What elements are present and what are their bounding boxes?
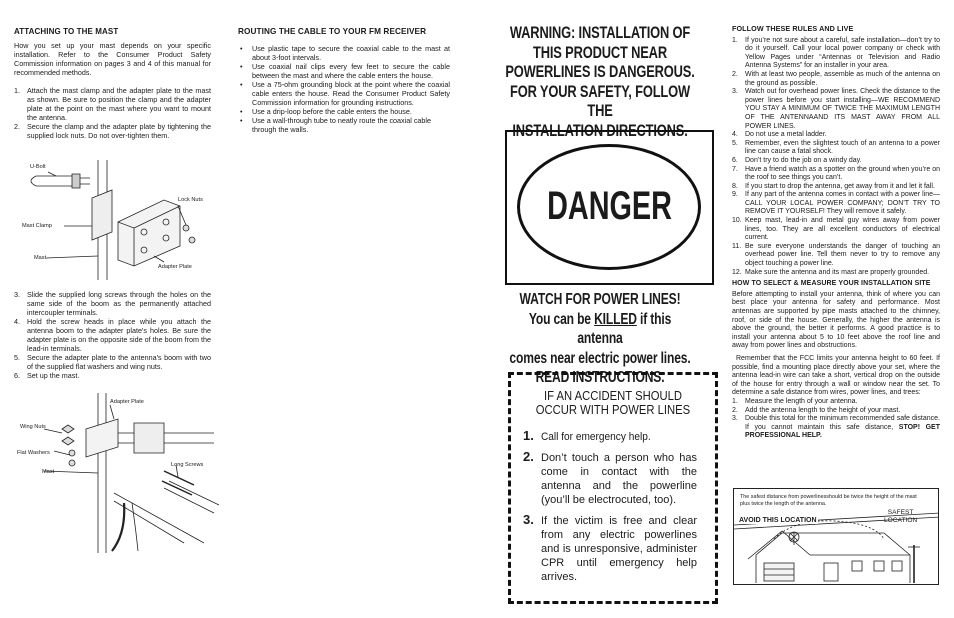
list-item: 7. Have a friend watch as a spotter on the ground when you’re on the roof to see things you can’t. bbox=[732, 165, 940, 182]
list-item: 4. Do not use a metal ladder. bbox=[732, 131, 827, 139]
list-item: 3. Double this total for the minimum recommended safe distance. If you cannot maintain this safe distance, STOP! GET PROFESSIONAL HELP. bbox=[732, 415, 941, 440]
label-mast-2: Mast bbox=[42, 469, 55, 475]
list-item: 3. If the victim is free and clear from any electric powerlines and is unresponsive, administer CPR until emergency help arrives. bbox=[523, 512, 697, 583]
list-item: 6. Set up the mast. bbox=[14, 371, 80, 380]
label-wing-nuts: Wing Nuts bbox=[20, 424, 46, 430]
list-item: 10. Keep mast, lead-in and metal guy wires away from power lines, too. They are all excellent conductors of electrical current. bbox=[732, 217, 940, 242]
heading-follow-rules: FOLLOW THESE RULES AND LIVE bbox=[732, 24, 854, 33]
list-item: • Use a wall-through tube to neatly route the coaxial cable through the walls. bbox=[238, 116, 450, 134]
heading-routing-cable: ROUTING THE CABLE TO YOUR FM RECEIVER bbox=[238, 27, 427, 36]
list-item: 1. Attach the mast clamp and the adapter plate to the mast as shown. Be sure to position the clamp and the adapter plate at the point on the mast where you want to mount the antenna. bbox=[14, 86, 211, 122]
label-ubolt: U-Bolt bbox=[30, 164, 46, 170]
mast-clamp-figure bbox=[14, 160, 229, 280]
label-flat-washers: Flat Washers bbox=[17, 450, 50, 456]
list-item: 8. If you start to drop the antenna, get away from it and let it fall. bbox=[732, 182, 935, 190]
safe-distance-figure bbox=[733, 488, 939, 585]
list-item: • Use coaxial nail clips every few feet to secure the cable between the mast and where the cable enters the house. bbox=[238, 62, 450, 80]
house-illustration bbox=[734, 489, 939, 585]
steps-list-b bbox=[14, 290, 211, 380]
rules-list bbox=[732, 37, 940, 278]
site-paragraph-1: Before attempting to install your antenna, think of where you can best place your antenna for safety and performance. Most antennas are supported by pipe masts attached to the chimney, roof, or side of the house. Generally, the higher the antenna is above the ground, the better it performs. A good practice is to install your antenna about 5 to 10 feet above the roof line and away from power lines and obstructions. bbox=[732, 290, 940, 350]
column-rules bbox=[732, 25, 940, 441]
measure-steps bbox=[732, 398, 940, 441]
danger-text: DANGER bbox=[547, 184, 672, 228]
label-lock-nuts: Lock Nuts bbox=[178, 197, 203, 203]
accident-steps bbox=[523, 430, 697, 591]
label-long-screws: Long Screws bbox=[171, 462, 204, 468]
steps-list-a bbox=[14, 86, 211, 140]
list-item: 9. If any part of the antenna comes in contact with a power line—CALL YOUR LOCAL POWER COMPANY; DON’T TRY TO REMOVE IT YOURSELF! They will remove it safely. bbox=[732, 191, 940, 216]
safest-location-label: SAFEST LOCATION bbox=[884, 509, 918, 524]
list-item: • Use plastic tape to secure the coaxial cable to the mast at about 3-foot intervals. bbox=[238, 44, 450, 62]
list-item: 3. Watch out for overhead power lines. Check the distance to the power lines before you start installing—WE RECOMMEND YOU STAY A MINIMUM OF TWICE THE MAXIMUM LENGTH OF THE ANTENNAAND ITS MAST AWAY FROM ALL POWER LINES. bbox=[732, 88, 940, 130]
list-item: 1. Call for emergency help. bbox=[523, 428, 651, 443]
list-item: 4. Hold the screw heads in place while you attach the antenna boom to the adapter plate's holes. Be sure the adapter plate is on the opposite side of the boom from the lead-in terminals. bbox=[14, 317, 211, 353]
list-item: 12. Make sure the antenna and its mast are properly grounded. bbox=[732, 268, 930, 276]
watch-powerlines-text: WATCH FOR POWER LINES! You can be KILLED if this antenna comes near electric power lines. READ INSTRUCTIONS. bbox=[509, 291, 691, 386]
list-item: 5. Secure the adapter plate to the antenna's boom with two of the supplied flat washers and wing nuts. bbox=[14, 353, 211, 371]
avoid-location-label: AVOID THIS LOCATION bbox=[739, 517, 817, 524]
list-item: • Use a 75-ohm grounding block at the point where the coaxial cable enters the house. Read the Consumer Product Safety Commission information for grounding instructions. bbox=[238, 80, 450, 107]
list-item: 5. Remember, even the slightest touch of an antenna to a power line can cause a fatal shock. bbox=[732, 139, 940, 156]
heading-select-measure: HOW TO SELECT & MEASURE YOUR INSTALLATION SITE bbox=[732, 280, 931, 288]
accident-box bbox=[508, 372, 718, 604]
site-paragraph-2: Remember that the FCC limits your antenna height to 60 feet. If possible, find a mounting place directly above your set, where the antenna lead-in wire can take a short, vertical drop on the outside of the house for entry through a wall or window near the set. To determine a safe distance from wires, power lines, and trees: bbox=[732, 354, 940, 397]
heading-attaching-mast: ATTACHING TO THE MAST bbox=[14, 27, 119, 36]
list-item: 1. If you’re not sure about a careful, safe installation—don’t try to do it yourself. Call your local power company or check with Yellow Pages under “Antennas or Television and Radio Antenna Systems” for an installer in your area. bbox=[732, 36, 940, 70]
intro-paragraph: How you set up your mast depends on your specific installation. Refer to the Consumer Product Safety Commission information on pages 3 and 4 of this manual for recommended methods. bbox=[14, 41, 211, 77]
accident-title: IF AN ACCIDENT SHOULD OCCUR WITH POWER LINES bbox=[535, 389, 691, 417]
figure-caption: The safest distance from powerlinesshould be twice the height of the mast plus twice the length of the antenna. bbox=[740, 494, 917, 507]
list-item: 1. Measure the length of your antenna. bbox=[732, 397, 858, 405]
label-adapter-plate-2: Adapter Plate bbox=[110, 399, 144, 405]
list-item: 2. Add the antenna length to the height of your mast. bbox=[732, 406, 901, 414]
list-item: 2. Secure the clamp and the adapter plate by tightening the supplied lock nuts. Do not over-tighten them. bbox=[14, 122, 211, 140]
list-item: 3. Slide the supplied long screws through the holes on the same side of the boom as the permanently attached intercoupler terminals. bbox=[14, 290, 211, 317]
label-adapter-plate: Adapter Plate bbox=[158, 264, 192, 270]
list-item: 2. Don’t touch a person who has come in contact with the antenna and the powerline (you’ll be electrocuted, too). bbox=[523, 449, 697, 506]
label-mast-clamp: Mast Clamp bbox=[22, 223, 52, 229]
routing-bullets bbox=[238, 44, 450, 134]
list-item: 11. Be sure everyone understands the danger of touching an overhead power line. Tell them never to try to remove any object touching a power line. bbox=[732, 242, 940, 268]
column-attaching bbox=[14, 27, 211, 140]
list-item: 6. Don’t try to do the job on a windy day. bbox=[732, 156, 862, 164]
warning-heading: WARNING: INSTALLATION OF THIS PRODUCT NEAR POWERLINES IS DANGEROUS. FOR YOUR SAFETY, FOLLOW THE INSTALLATION DIRECTIONS. bbox=[505, 24, 695, 140]
danger-sign bbox=[505, 130, 714, 285]
label-mast: Mast bbox=[34, 255, 47, 261]
list-item: 2. With at least two people, assemble as much of the antenna on the ground as possible. bbox=[732, 70, 940, 87]
column-attaching-steps-b bbox=[14, 290, 211, 380]
list-item: • Use a drip-loop before the cable enters the house. bbox=[238, 107, 450, 116]
column-routing bbox=[238, 27, 450, 134]
